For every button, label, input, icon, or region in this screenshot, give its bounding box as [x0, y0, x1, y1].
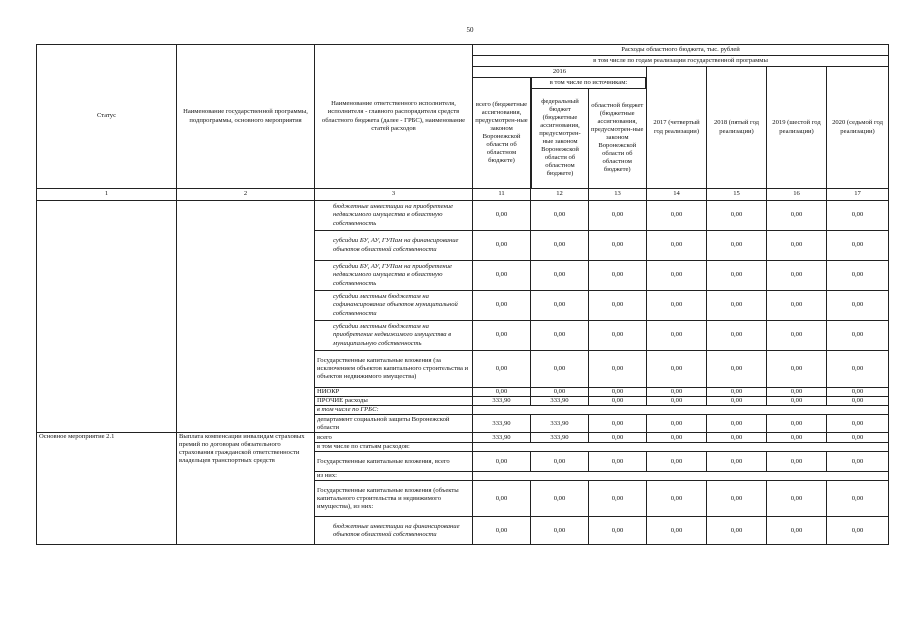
col-num: 12: [531, 189, 589, 201]
cell-value: 0,00: [827, 415, 889, 433]
cell-value: 0,00: [767, 351, 827, 388]
cell-value: 0,00: [827, 517, 889, 545]
cell-value: 0,00: [473, 351, 531, 388]
cell-value: 0,00: [531, 452, 589, 472]
cell-value: 0,00: [827, 351, 889, 388]
cell-value: 0,00: [589, 481, 647, 517]
cell-value: 0,00: [707, 321, 767, 351]
cell-value: 0,00: [827, 452, 889, 472]
cell-value: 0,00: [589, 291, 647, 321]
empty-cells: [473, 406, 889, 415]
cell-value: 0,00: [827, 231, 889, 261]
cell-value: 333,90: [473, 433, 531, 443]
cell-value: 0,00: [827, 397, 889, 406]
cell-value: 0,00: [589, 517, 647, 545]
cell-value: 0,00: [589, 452, 647, 472]
cell-value: 0,00: [707, 397, 767, 406]
cell-value: 0,00: [473, 321, 531, 351]
cell-value: 0,00: [767, 415, 827, 433]
cell-value: 0,00: [827, 321, 889, 351]
cell-value: 0,00: [473, 452, 531, 472]
header-by-sources: в том числе по источникам:: [532, 78, 646, 88]
budget-table: [36, 44, 889, 545]
cell-value: 0,00: [473, 517, 531, 545]
row-label: Государственные капитальные вложения (объекты капитального строительства и недвижимого имущества), из них:: [315, 481, 473, 517]
main-event-status: Основное мероприятие 2.1: [37, 433, 177, 545]
cell-value: 0,00: [707, 201, 767, 231]
header-2019: 2019 (шестой год реализации): [767, 67, 827, 189]
cell-value: 0,00: [767, 452, 827, 472]
cell-value: 0,00: [647, 291, 707, 321]
cell-value: 0,00: [707, 291, 767, 321]
header-2017: 2017 (четвертый год реализации): [647, 67, 707, 189]
cell-value: 0,00: [767, 201, 827, 231]
cell-value: 0,00: [647, 452, 707, 472]
cell-value: 0,00: [767, 388, 827, 397]
header-2020: 2020 (седьмой год реализации): [827, 67, 889, 189]
col-num: 14: [647, 189, 707, 201]
cell-value: 0,00: [707, 433, 767, 443]
cell-value: 0,00: [707, 481, 767, 517]
cell-value: 0,00: [767, 517, 827, 545]
row-label: субсидии местным бюджетам на софинансирование объектов муниципальной собственности: [315, 291, 473, 321]
cell-value: 0,00: [589, 351, 647, 388]
header-sources-wrap: [531, 78, 647, 189]
cell-value: 333,90: [473, 397, 531, 406]
cell-value: 0,00: [647, 388, 707, 397]
cell-value: 0,00: [647, 351, 707, 388]
row-label: ПРОЧИЕ расходы: [315, 397, 473, 406]
cell-value: 0,00: [827, 388, 889, 397]
header-year-2016: 2016: [473, 67, 647, 78]
cell-value: 0,00: [707, 415, 767, 433]
cell-value: 0,00: [647, 201, 707, 231]
col-num: 2: [177, 189, 315, 201]
col-num: 13: [589, 189, 647, 201]
header-expenses-title: Расходы областного бюджета, тыс. рублей: [473, 45, 889, 56]
col-num: 15: [707, 189, 767, 201]
header-2018: 2018 (пятый год реализации): [707, 67, 767, 189]
cell-value: 0,00: [473, 388, 531, 397]
cell-value: 0,00: [647, 481, 707, 517]
cell-value: 0,00: [707, 231, 767, 261]
cell-value: 0,00: [589, 201, 647, 231]
cell-value: 0,00: [473, 231, 531, 261]
row-label: Государственные капитальные вложения (за исключением объектов капитального строительства и объектов недвижимого имущества): [315, 351, 473, 388]
row-label: субсидии БУ, АУ, ГУПам на финансирование объектов областной собственности: [315, 231, 473, 261]
row-label: Государственные капитальные вложения, всего: [315, 452, 473, 472]
cell-value: 0,00: [531, 291, 589, 321]
cell-value: 0,00: [767, 481, 827, 517]
cell-value: 0,00: [707, 452, 767, 472]
cell-value: 333,90: [531, 415, 589, 433]
row-label: из них:: [315, 472, 473, 481]
cell-value: 0,00: [473, 201, 531, 231]
cell-value: 0,00: [531, 351, 589, 388]
header-status: Статус: [37, 45, 177, 189]
table-row: [37, 201, 889, 231]
cell-value: 0,00: [589, 321, 647, 351]
cell-value: 0,00: [589, 231, 647, 261]
row-label: субсидии местным бюджетам на приобретение недвижимого имущества в муниципальную собственность: [315, 321, 473, 351]
row-label: всего: [315, 433, 473, 443]
header-by-years: в том числе по годам реализации государственной программы: [473, 56, 889, 67]
cell-value: 0,00: [531, 231, 589, 261]
cell-value: 333,90: [473, 415, 531, 433]
page-number: 50: [466, 26, 474, 34]
cell-value: 333,90: [531, 433, 589, 443]
cell-value: 0,00: [531, 388, 589, 397]
cell-value: 0,00: [767, 231, 827, 261]
col-num: 3: [315, 189, 473, 201]
header-federal: федеральный бюджет (бюджетные ассигнования, предусмотрен-ные законом Воронежской области об областном бюджете): [532, 88, 589, 188]
status-cell-empty: [37, 201, 177, 433]
cell-value: 0,00: [647, 261, 707, 291]
col-num: 1: [37, 189, 177, 201]
cell-value: 0,00: [589, 397, 647, 406]
cell-value: 0,00: [589, 388, 647, 397]
col-num: 16: [767, 189, 827, 201]
cell-value: 0,00: [707, 517, 767, 545]
cell-value: 0,00: [647, 415, 707, 433]
row-label: бюджетные инвестиции на финансирование объектов областной собственности: [315, 517, 473, 545]
cell-value: 0,00: [647, 397, 707, 406]
cell-value: 0,00: [473, 481, 531, 517]
col-num: 17: [827, 189, 889, 201]
row-label: субсидии БУ, АУ, ГУПам на приобретение недвижимого имущества в областную собственность: [315, 261, 473, 291]
cell-value: 0,00: [589, 415, 647, 433]
table-row: [37, 433, 889, 443]
cell-value: 0,00: [531, 261, 589, 291]
cell-value: 0,00: [827, 433, 889, 443]
cell-value: 0,00: [767, 261, 827, 291]
cell-value: 0,00: [827, 291, 889, 321]
cell-value: 0,00: [531, 201, 589, 231]
cell-value: 0,00: [827, 481, 889, 517]
cell-value: 0,00: [473, 291, 531, 321]
row-label: бюджетные инвестиции на приобретение недвижимого имущества в областную собственность: [315, 201, 473, 231]
cell-value: 0,00: [589, 261, 647, 291]
row-label: в том числе по ГРБС:: [315, 406, 473, 415]
empty-cells: [473, 443, 889, 452]
row-label: НИОКР: [315, 388, 473, 397]
cell-value: 0,00: [767, 397, 827, 406]
col-num: 11: [473, 189, 531, 201]
cell-value: 0,00: [589, 433, 647, 443]
cell-value: 0,00: [647, 517, 707, 545]
cell-value: 0,00: [767, 291, 827, 321]
row-label: в том числе по статьям расходов:: [315, 443, 473, 452]
row-label: департамент социальной защиты Воронежской области: [315, 415, 473, 433]
cell-value: 0,00: [531, 481, 589, 517]
cell-value: 0,00: [827, 201, 889, 231]
cell-value: 333,90: [531, 397, 589, 406]
cell-value: 0,00: [531, 517, 589, 545]
cell-value: 0,00: [647, 433, 707, 443]
header-total-2016: всего (бюджетные ассигнования, предусмотрен-ные законом Воронежской области об областном бюджете): [473, 78, 531, 189]
cell-value: 0,00: [473, 261, 531, 291]
empty-cells: [473, 472, 889, 481]
name-cell-empty: [177, 201, 315, 433]
cell-value: 0,00: [707, 388, 767, 397]
header-program-name: Наименование государственной программы, подпрограммы, основного мероприятия: [177, 45, 315, 189]
header-regional: областной бюджет (бюджетные ассигнования, предусмотрен-ные законом Воронежской области об областном бюджете): [589, 88, 646, 188]
cell-value: 0,00: [767, 321, 827, 351]
cell-value: 0,00: [531, 321, 589, 351]
main-event-name: Выплата компенсации инвалидам страховых премий по договорам обязательного страхования гражданской ответственности владельцев транспортных средств: [177, 433, 315, 545]
cell-value: 0,00: [647, 321, 707, 351]
cell-value: 0,00: [647, 231, 707, 261]
header-executor: Наименование ответственного исполнителя, исполнителя - главного распорядителя средств областного бюджета (далее - ГРБС), наименование статей расходов: [315, 45, 473, 189]
cell-value: 0,00: [707, 351, 767, 388]
cell-value: 0,00: [707, 261, 767, 291]
cell-value: 0,00: [767, 433, 827, 443]
cell-value: 0,00: [827, 261, 889, 291]
